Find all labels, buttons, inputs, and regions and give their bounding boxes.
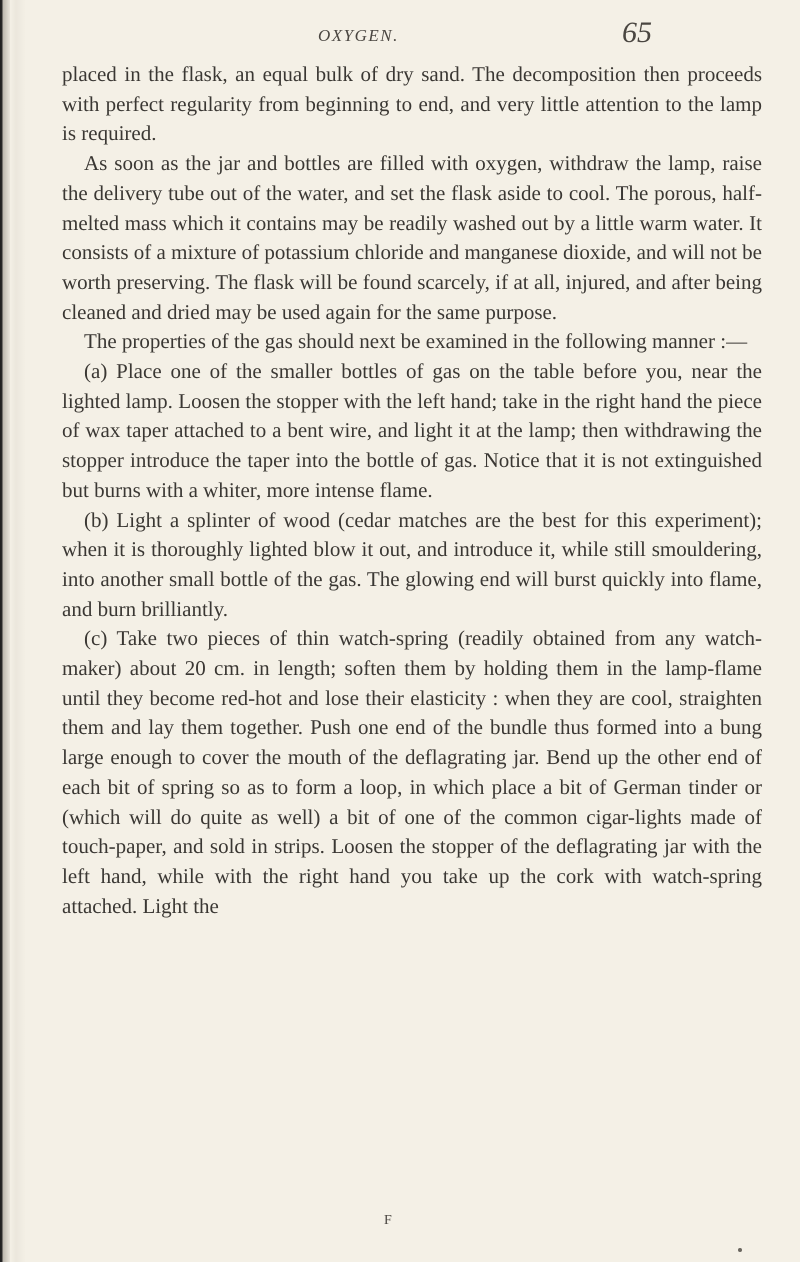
ink-speck bbox=[738, 1248, 742, 1252]
body-text bbox=[62, 60, 762, 921]
paragraph: (c) Take two pieces of thin watch-spring (readily obtained from any watch-maker) about 20 cm. in length; soften them by holding them in the lamp-flame until they become red-hot and lose their elasticity : when they are cool, straighten them and lay them together. Push one end of the bundle thus formed into a bung large enough to cover the mouth of the deflagrating jar. Bend up the other end of each bit of spring so as to form a loop, in which place a bit of German tinder or (which will do quite as well) a bit of one of the common cigar-lights made of touch-paper, and sold in strips. Loosen the stopper of the deflagrating jar with the left hand, while with the right hand you take up the cork with watch-spring attached. Light the bbox=[62, 626, 762, 918]
signature-mark: F bbox=[384, 1213, 392, 1228]
paragraph: As soon as the jar and bottles are filled with oxygen, withdraw the lamp, raise the delivery tube out of the water, and set the flask aside to cool. The porous, half-melted mass which it contains may be readily washed out by a little warm water. It consists of a mixture of potassium chloride and manganese dioxide, and will not be worth preserving. The flask will be found scarcely, if at all, injured, and after being cleaned and dried may be used again for the same purpose. bbox=[62, 151, 762, 324]
running-head bbox=[0, 12, 800, 52]
paragraph: (b) Light a splinter of wood (cedar matches are the best for this experiment); when it is thoroughly lighted blow it out, and introduce it, while still smouldering, into another small bottle of the gas. The glowing end will burst quickly into flame, and burn brilliantly. bbox=[62, 507, 762, 621]
running-head-title: OXYGEN. bbox=[318, 26, 399, 45]
page-fold-shadow bbox=[0, 0, 26, 1262]
paragraph: placed in the flask, an equal bulk of dry sand. The decomposition then proceeds with perfect regularity from beginning to end, and very little attention to the lamp is required. bbox=[62, 62, 762, 146]
paragraph: The properties of the gas should next be examined in the following manner :— bbox=[84, 329, 748, 354]
page-number: 65 bbox=[622, 16, 652, 49]
paragraph: (a) Place one of the smaller bottles of gas on the table before you, near the lighted lamp. Loosen the stopper with the left hand; take in the right hand the piece of wax taper attached to a bent wire, and light it at the lamp; then withdrawing the stopper introduce the taper into the bottle of gas. Notice that it is not extinguished but burns with a whiter, more intense flame. bbox=[62, 359, 762, 502]
